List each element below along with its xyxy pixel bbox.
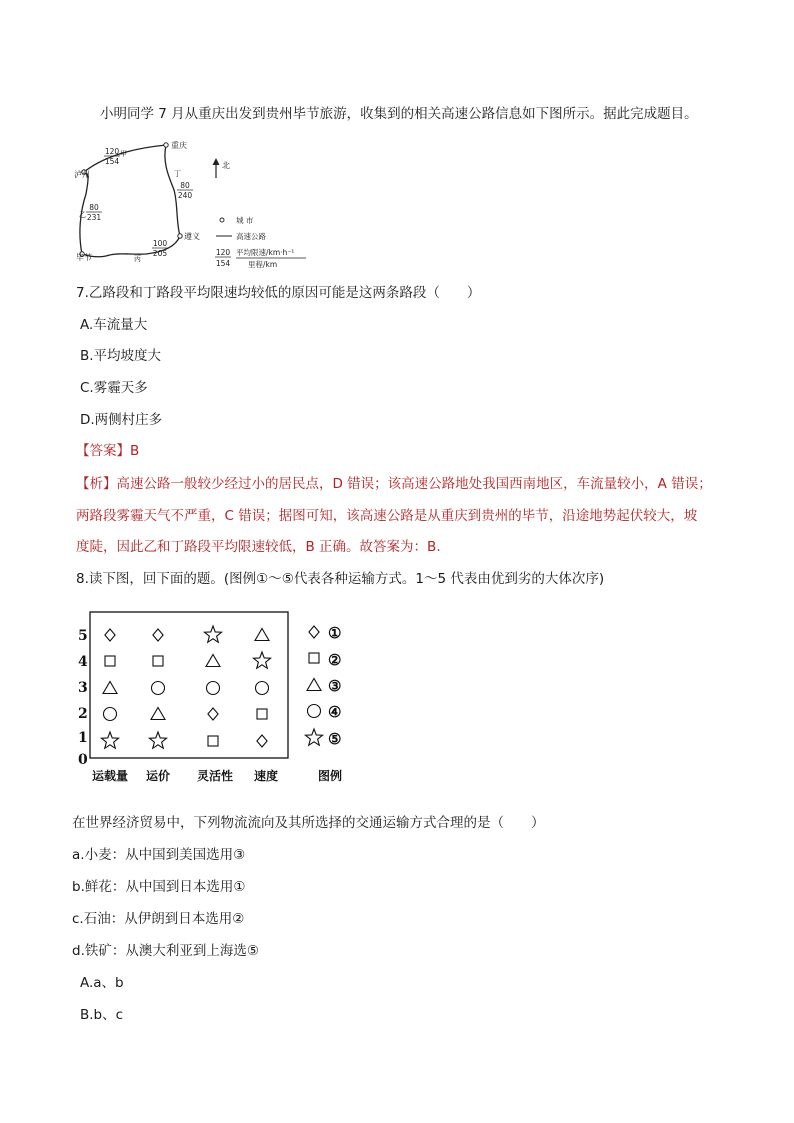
- legend-number-2: ②: [328, 651, 342, 669]
- diamond-icon: [105, 629, 115, 641]
- star-icon: [204, 626, 221, 642]
- circle-icon: [207, 682, 220, 695]
- q8-question: 在世界经济贸易中，下列物流流向及其所选择的交通运输方式合理的是（ ）: [72, 815, 545, 831]
- triangle-icon: [206, 655, 220, 667]
- q8-option-a[interactable]: A.a、b: [80, 975, 124, 991]
- q8-item-b: b.鲜花：从中国到日本选用①: [72, 879, 246, 895]
- label-jia: [104, 147, 120, 166]
- star-icon: [101, 732, 118, 748]
- square-icon: [153, 656, 163, 666]
- city-bijie: 毕节: [76, 253, 92, 262]
- segment-jia: 甲: [120, 150, 127, 158]
- label-bing: [152, 239, 168, 258]
- legend-square-icon: [309, 653, 319, 663]
- y-tick-2: 2: [78, 706, 88, 722]
- q7-option-b[interactable]: B.平均坡度大: [80, 348, 162, 364]
- svg-text:205: 205: [152, 249, 168, 258]
- svg-text:154: 154: [104, 157, 120, 166]
- q8-item-a: a.小麦：从中国到美国选用③: [72, 847, 246, 863]
- legend-number-5: ⑤: [328, 730, 342, 748]
- highway-map: [76, 134, 316, 274]
- svg-text:120: 120: [215, 248, 231, 257]
- svg-text:高速公路: 高速公路: [236, 232, 266, 241]
- legend-title: 图例: [317, 769, 343, 783]
- city-zunyi: 遵义: [184, 232, 200, 241]
- col-label-price: 运价: [145, 769, 171, 783]
- star-icon: [253, 652, 270, 668]
- y-tick-4: 4: [78, 654, 88, 670]
- svg-text:城 市: 城 市: [236, 216, 254, 225]
- legend-circle-icon: [308, 705, 321, 718]
- y-tick-0: 0: [78, 752, 88, 768]
- triangle-icon: [151, 708, 165, 720]
- svg-text:120: 120: [104, 147, 120, 156]
- svg-text:平均限速/km·h⁻¹: 平均限速/km·h⁻¹: [236, 248, 295, 257]
- q7-option-a[interactable]: A.车流量大: [80, 317, 148, 333]
- diamond-icon: [208, 708, 218, 720]
- q8-stem: 8.读下图，回下面的题。(图例①～⑤代表各种运输方式。1～5 代表由优到劣的大体次序): [76, 571, 605, 587]
- city-zunyi-dot: [178, 234, 182, 238]
- q7-answer: 【答案】B: [76, 443, 140, 459]
- diamond-icon: [153, 629, 163, 641]
- transport-diagram: [70, 608, 360, 788]
- north-arrow-icon: [213, 158, 231, 178]
- svg-text:80: 80: [180, 181, 190, 190]
- q8-item-d: d.铁矿：从澳大利亚到上海选⑤: [72, 943, 259, 959]
- star-icon: [149, 732, 166, 748]
- svg-text:北: 北: [222, 161, 230, 170]
- diamond-icon: [257, 735, 267, 747]
- q7-stem: 7.乙路段和丁路段平均限速均较低的原因可能是这两条路段（ ）: [76, 285, 481, 301]
- legend-diamond-icon: [309, 626, 319, 638]
- square-icon: [105, 656, 115, 666]
- circle-icon: [256, 682, 269, 695]
- legend-triangle-icon: [307, 679, 321, 691]
- y-tick-5: 5: [78, 628, 88, 644]
- y-tick-3: 3: [78, 680, 88, 696]
- q7-option-c[interactable]: C.雾霾天多: [80, 380, 148, 396]
- legend-number-1: ①: [328, 624, 342, 642]
- col-label-flexibility: 灵活性: [196, 769, 234, 783]
- q7-analysis-line-1: 【析】高速公路一般较少经过小的居民点，D 错误；该高速公路地处我国西南地区，车流量较小，A 错误；: [76, 476, 712, 492]
- circle-icon: [104, 708, 117, 721]
- svg-text:里程/km: 里程/km: [248, 260, 278, 269]
- legend-number-4: ④: [328, 703, 342, 721]
- legend-number-3: ③: [328, 677, 342, 695]
- triangle-icon: [103, 682, 117, 694]
- intro-text: 小明同学 7 月从重庆出发到贵州毕节旅游，收集到的相关高速公路信息如下图所示。据此完成题目。: [100, 106, 698, 122]
- city-chongqing: 重庆: [171, 141, 187, 150]
- legend-star-icon: [305, 729, 322, 745]
- q7-analysis-line-2: 两路段雾霾天气不严重，C 错误；据图可知，该高速公路是从重庆到贵州的毕节，沿途地势起伏较大，坡: [76, 508, 698, 524]
- svg-text:231: 231: [86, 213, 102, 222]
- circle-icon: [152, 682, 165, 695]
- q8-item-c: c.石油：从伊朗到日本选用②: [72, 911, 245, 927]
- triangle-icon: [255, 629, 269, 641]
- col-label-capacity: 运载量: [91, 769, 129, 783]
- svg-text:154: 154: [215, 259, 231, 268]
- q7-analysis-line-3: 度陡，因此乙和丁路段平均限速较低，B 正确。故答案为：B.: [76, 539, 441, 555]
- square-icon: [208, 736, 218, 746]
- svg-text:80: 80: [89, 203, 99, 212]
- q7-option-d[interactable]: D.两侧村庄多: [80, 412, 163, 428]
- segment-yi: 乙: [79, 211, 86, 219]
- city-luzhou: 泸州: [74, 170, 90, 179]
- segment-bing: 丙: [134, 255, 141, 263]
- svg-text:100: 100: [152, 239, 168, 248]
- segment-ding: 丁: [174, 170, 181, 178]
- y-tick-1: 1: [78, 730, 88, 746]
- q8-option-b[interactable]: B.b、c: [80, 1007, 124, 1023]
- svg-text:240: 240: [177, 191, 193, 200]
- square-icon: [257, 709, 267, 719]
- map-legend: [215, 215, 306, 269]
- col-label-speed: 速度: [253, 769, 279, 783]
- label-yi: [86, 203, 102, 222]
- city-chongqing-dot: [164, 143, 168, 147]
- label-ding: [177, 181, 193, 200]
